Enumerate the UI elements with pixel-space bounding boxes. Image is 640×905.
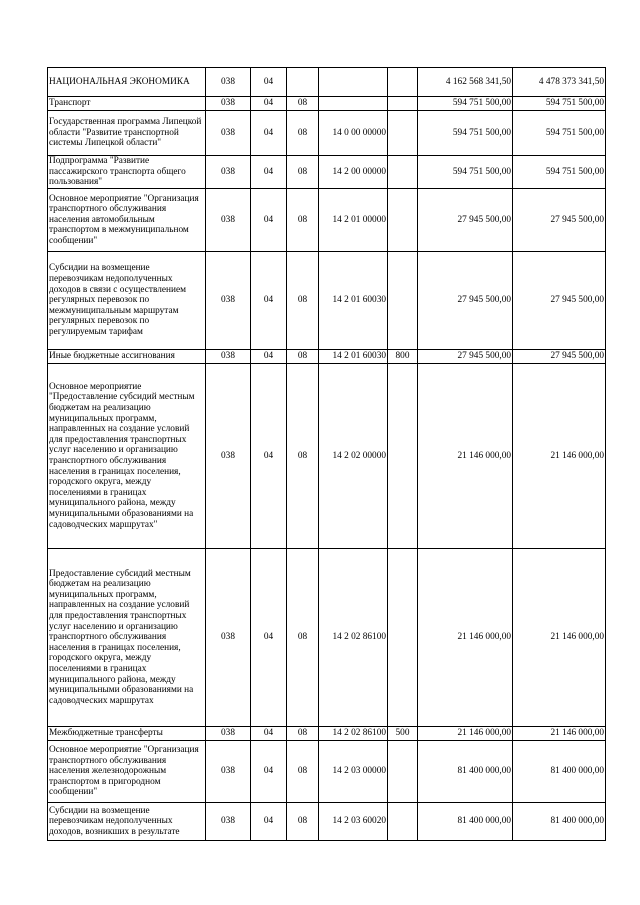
row-expense-type: 800 [388, 350, 418, 364]
row-name: Подпрограмма "Развитие пассажирского транспорта общего пользования" [48, 156, 206, 189]
row-section-code: 04 [251, 68, 287, 97]
row-section-code: 04 [251, 364, 287, 549]
row-amount-year2: 4 478 373 341,50 [513, 68, 606, 97]
row-section-code: 04 [251, 727, 287, 741]
row-subsection-code: 08 [287, 189, 319, 252]
row-amount-year1: 27 945 500,00 [418, 350, 513, 364]
row-expense-type [388, 97, 418, 111]
row-amount-year2: 594 751 500,00 [513, 156, 606, 189]
row-target-article: 14 2 03 60020 [319, 803, 388, 841]
row-amount-year1: 21 146 000,00 [418, 727, 513, 741]
table-row [48, 727, 606, 741]
row-subsection-code: 08 [287, 350, 319, 364]
table-row [48, 549, 606, 727]
row-subsection-code: 08 [287, 156, 319, 189]
row-amount-year1: 594 751 500,00 [418, 111, 513, 156]
row-amount-year2: 21 146 000,00 [513, 364, 606, 549]
row-name: Субсидии на возмещение перевозчикам недополученных доходов, возникших в результате [48, 803, 206, 841]
row-section-code: 04 [251, 111, 287, 156]
row-amount-year1: 21 146 000,00 [418, 364, 513, 549]
row-target-article: 14 0 00 00000 [319, 111, 388, 156]
row-name: Транспорт [48, 97, 206, 111]
row-grbs-code: 038 [206, 350, 251, 364]
row-target-article: 14 2 01 60030 [319, 350, 388, 364]
row-section-code: 04 [251, 350, 287, 364]
row-subsection-code: 08 [287, 549, 319, 727]
row-subsection-code [287, 68, 319, 97]
row-amount-year2: 81 400 000,00 [513, 803, 606, 841]
row-expense-type: 500 [388, 727, 418, 741]
row-grbs-code: 038 [206, 549, 251, 727]
row-section-code: 04 [251, 97, 287, 111]
row-amount-year2: 81 400 000,00 [513, 741, 606, 803]
row-grbs-code: 038 [206, 68, 251, 97]
row-name: Субсидии на возмещение перевозчикам недополученных доходов в связи с осуществлением регулярных перевозок по межмуниципальным маршрутам регулярных перевозок по регулируемым тарифам [48, 252, 206, 350]
row-grbs-code: 038 [206, 727, 251, 741]
row-amount-year1: 81 400 000,00 [418, 741, 513, 803]
row-expense-type [388, 741, 418, 803]
row-amount-year1: 81 400 000,00 [418, 803, 513, 841]
row-amount-year2: 27 945 500,00 [513, 189, 606, 252]
row-section-code: 04 [251, 549, 287, 727]
row-grbs-code: 038 [206, 189, 251, 252]
row-amount-year1: 21 146 000,00 [418, 549, 513, 727]
table-row [48, 350, 606, 364]
row-amount-year1: 594 751 500,00 [418, 97, 513, 111]
row-name: Основное мероприятие "Организация транспортного обслуживания населения автомобильным транспортом в межмуниципальном сообщении" [48, 189, 206, 252]
budget-table [47, 67, 606, 841]
row-amount-year2: 27 945 500,00 [513, 350, 606, 364]
row-amount-year2: 594 751 500,00 [513, 97, 606, 111]
row-expense-type [388, 68, 418, 97]
row-subsection-code: 08 [287, 111, 319, 156]
row-name: Иные бюджетные ассигнования [48, 350, 206, 364]
table-row [48, 189, 606, 252]
row-grbs-code: 038 [206, 741, 251, 803]
table-row [48, 741, 606, 803]
row-section-code: 04 [251, 189, 287, 252]
row-grbs-code: 038 [206, 111, 251, 156]
row-subsection-code: 08 [287, 727, 319, 741]
row-expense-type [388, 803, 418, 841]
row-target-article: 14 2 02 86100 [319, 727, 388, 741]
row-target-article [319, 97, 388, 111]
row-amount-year1: 4 162 568 341,50 [418, 68, 513, 97]
table-row [48, 803, 606, 841]
row-expense-type [388, 364, 418, 549]
row-grbs-code: 038 [206, 252, 251, 350]
row-section-code: 04 [251, 741, 287, 803]
row-subsection-code: 08 [287, 364, 319, 549]
row-section-code: 04 [251, 252, 287, 350]
row-grbs-code: 038 [206, 803, 251, 841]
row-target-article: 14 2 03 00000 [319, 741, 388, 803]
table-row [48, 364, 606, 549]
row-target-article [319, 68, 388, 97]
row-subsection-code: 08 [287, 252, 319, 350]
row-name: Основное мероприятие "Предоставление субсидий местным бюджетам на реализацию муниципальных программ, направленных на создание условий для предоставления транспортных услуг населению и организацию транспортного обслуживания населения в границах поселения, городского округа, между поселениями в границах муниципального района, между муниципальными образованиями на садоводческих маршрутах" [48, 364, 206, 549]
table-row [48, 97, 606, 111]
row-target-article: 14 2 01 60030 [319, 252, 388, 350]
row-amount-year1: 594 751 500,00 [418, 156, 513, 189]
row-amount-year2: 594 751 500,00 [513, 111, 606, 156]
table-row [48, 68, 606, 97]
row-target-article: 14 2 02 00000 [319, 364, 388, 549]
row-grbs-code: 038 [206, 364, 251, 549]
row-name: Основное мероприятие "Организация транспортного обслуживания населения железнодорожным транспортом в пригородном сообщении" [48, 741, 206, 803]
row-amount-year1: 27 945 500,00 [418, 189, 513, 252]
row-amount-year2: 21 146 000,00 [513, 727, 606, 741]
row-amount-year2: 27 945 500,00 [513, 252, 606, 350]
row-target-article: 14 2 02 86100 [319, 549, 388, 727]
row-section-code: 04 [251, 156, 287, 189]
row-name: Предоставление субсидий местным бюджетам на реализацию муниципальных программ, направленных на создание условий для предоставления транспортных услуг населению и организацию транспортного обслуживания населения в границах поселения, городского округа, между поселениями в границах муниципального района, между муниципальными образованиями на садоводческих маршрутах [48, 549, 206, 727]
row-subsection-code: 08 [287, 741, 319, 803]
row-amount-year2: 21 146 000,00 [513, 549, 606, 727]
row-expense-type [388, 189, 418, 252]
row-target-article: 14 2 01 00000 [319, 189, 388, 252]
row-subsection-code: 08 [287, 803, 319, 841]
row-expense-type [388, 111, 418, 156]
table-row [48, 252, 606, 350]
row-expense-type [388, 252, 418, 350]
row-expense-type [388, 549, 418, 727]
row-name: НАЦИОНАЛЬНАЯ ЭКОНОМИКА [48, 68, 206, 97]
row-subsection-code: 08 [287, 97, 319, 111]
table-row [48, 156, 606, 189]
table-row [48, 111, 606, 156]
row-name: Государственная программа Липецкой области "Развитие транспортной системы Липецкой области" [48, 111, 206, 156]
row-amount-year1: 27 945 500,00 [418, 252, 513, 350]
row-target-article: 14 2 00 00000 [319, 156, 388, 189]
row-name: Межбюджетные трансферты [48, 727, 206, 741]
row-grbs-code: 038 [206, 156, 251, 189]
row-expense-type [388, 156, 418, 189]
row-grbs-code: 038 [206, 97, 251, 111]
row-section-code: 04 [251, 803, 287, 841]
